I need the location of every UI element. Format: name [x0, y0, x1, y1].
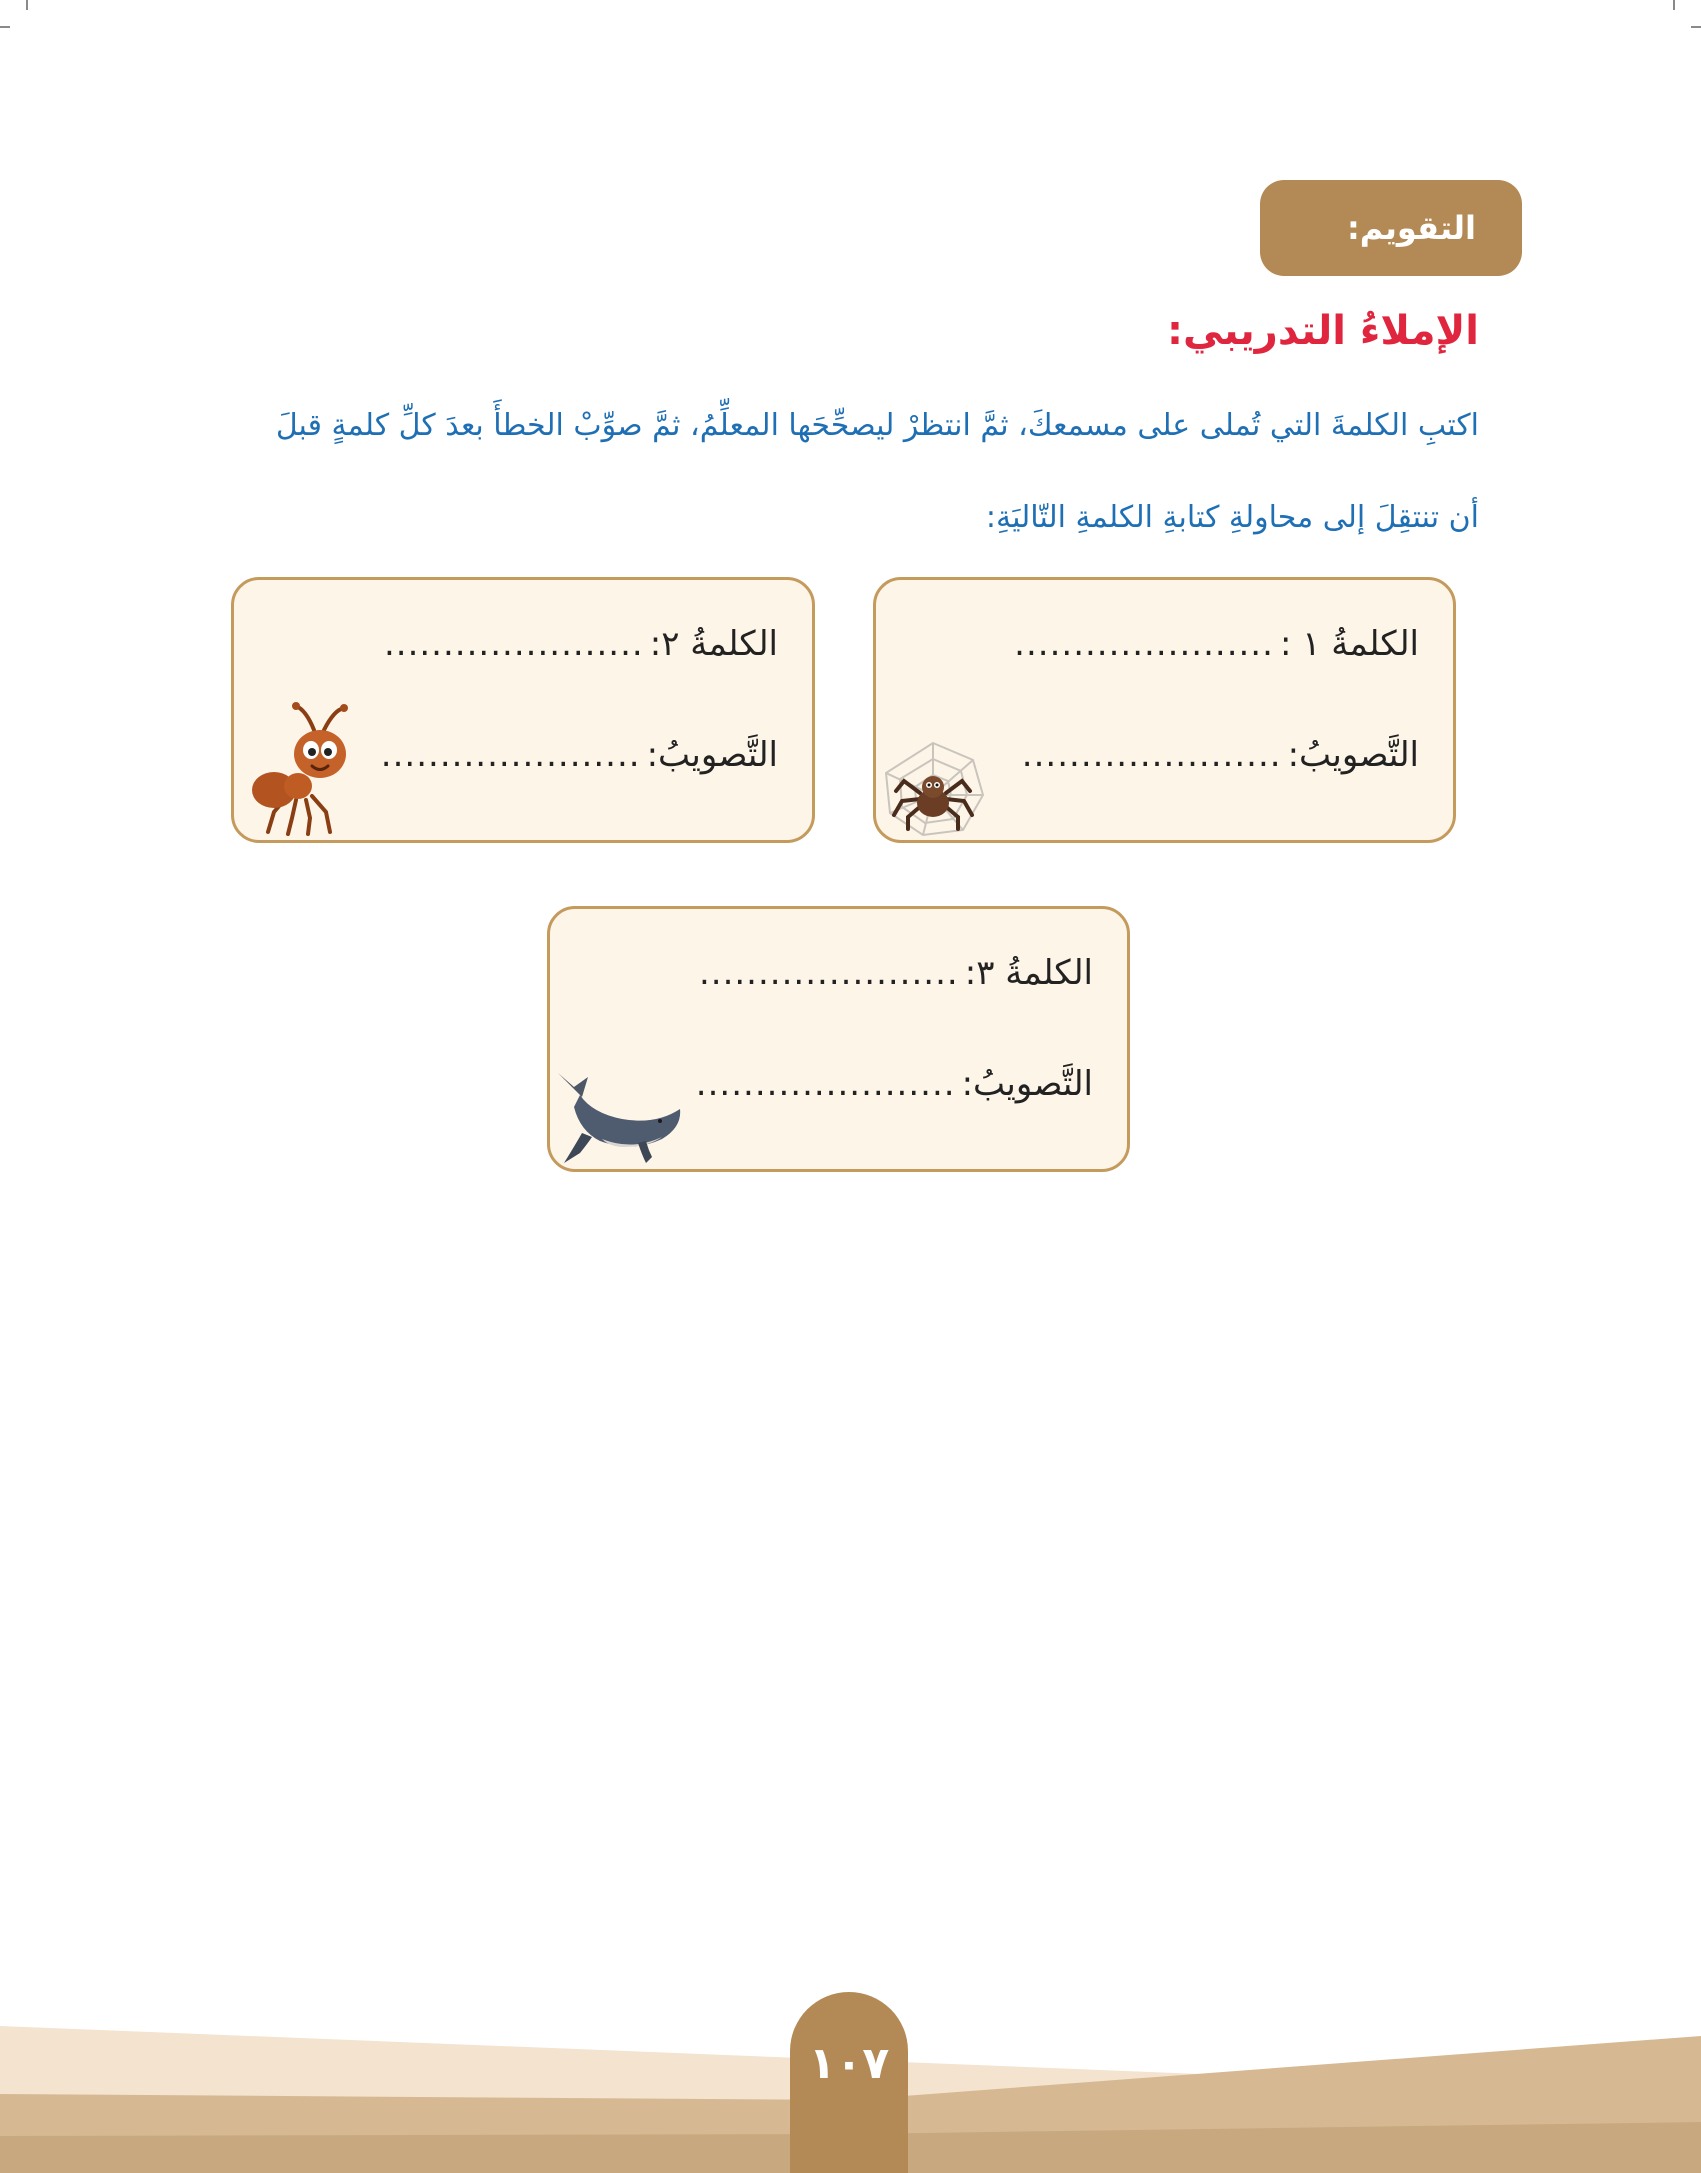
word-answer-blank[interactable]: ...................... — [1014, 624, 1274, 664]
word-card-2 — [231, 577, 815, 843]
instruction-line-1: اكتبِ الكلمةَ التي تُملى على مسمعكَ، ثمَّ انتظرْ ليصحِّحَها المعلِّمُ، ثمَّ صوِّبْ الخطأَ بعدَ كلِّ كلمةٍ قبلَ — [275, 408, 1479, 443]
page-number: ١٠٧ — [808, 2038, 890, 2089]
crop-mark — [1691, 26, 1701, 28]
correction-line — [696, 1064, 1093, 1104]
word-line — [1014, 624, 1419, 664]
word-answer-blank[interactable]: ...................... — [383, 624, 644, 664]
section-tab-label: التقويم: — [1346, 209, 1476, 247]
word-card-1 — [873, 577, 1456, 843]
word-line — [699, 953, 1093, 993]
word-label: الكلمةُ ٣: — [964, 953, 1093, 993]
correction-answer-blank[interactable]: ...................... — [1021, 735, 1282, 775]
whale-icon — [552, 1067, 687, 1167]
word-label: الكلمةُ ٢: — [649, 624, 778, 664]
correction-line — [381, 735, 778, 775]
correction-label: التَّصويبُ: — [1287, 735, 1419, 775]
correction-answer-blank[interactable]: ...................... — [380, 735, 641, 775]
correction-label: التَّصويبُ: — [961, 1064, 1093, 1104]
crop-mark — [1673, 0, 1675, 10]
ant-icon — [248, 700, 358, 840]
correction-label: التَّصويبُ: — [646, 735, 778, 775]
correction-answer-blank[interactable]: ...................... — [695, 1064, 956, 1104]
crop-mark — [0, 26, 10, 28]
page-number-tab — [790, 1992, 908, 2173]
instruction-line-2: أن تنتقِلَ إلى محاولةِ كتابةِ الكلمةِ التّاليَةِ: — [985, 500, 1479, 535]
word-line — [384, 624, 778, 664]
word-card-3 — [547, 906, 1130, 1172]
crop-mark — [26, 0, 28, 10]
section-tab — [1260, 180, 1522, 276]
correction-line — [1022, 735, 1419, 775]
spider-icon — [878, 735, 988, 840]
word-label: الكلمةُ ١ : — [1279, 624, 1419, 664]
word-answer-blank[interactable]: ...................... — [698, 953, 959, 993]
exercise-title: الإملاءُ التدريبي: — [1166, 308, 1479, 354]
